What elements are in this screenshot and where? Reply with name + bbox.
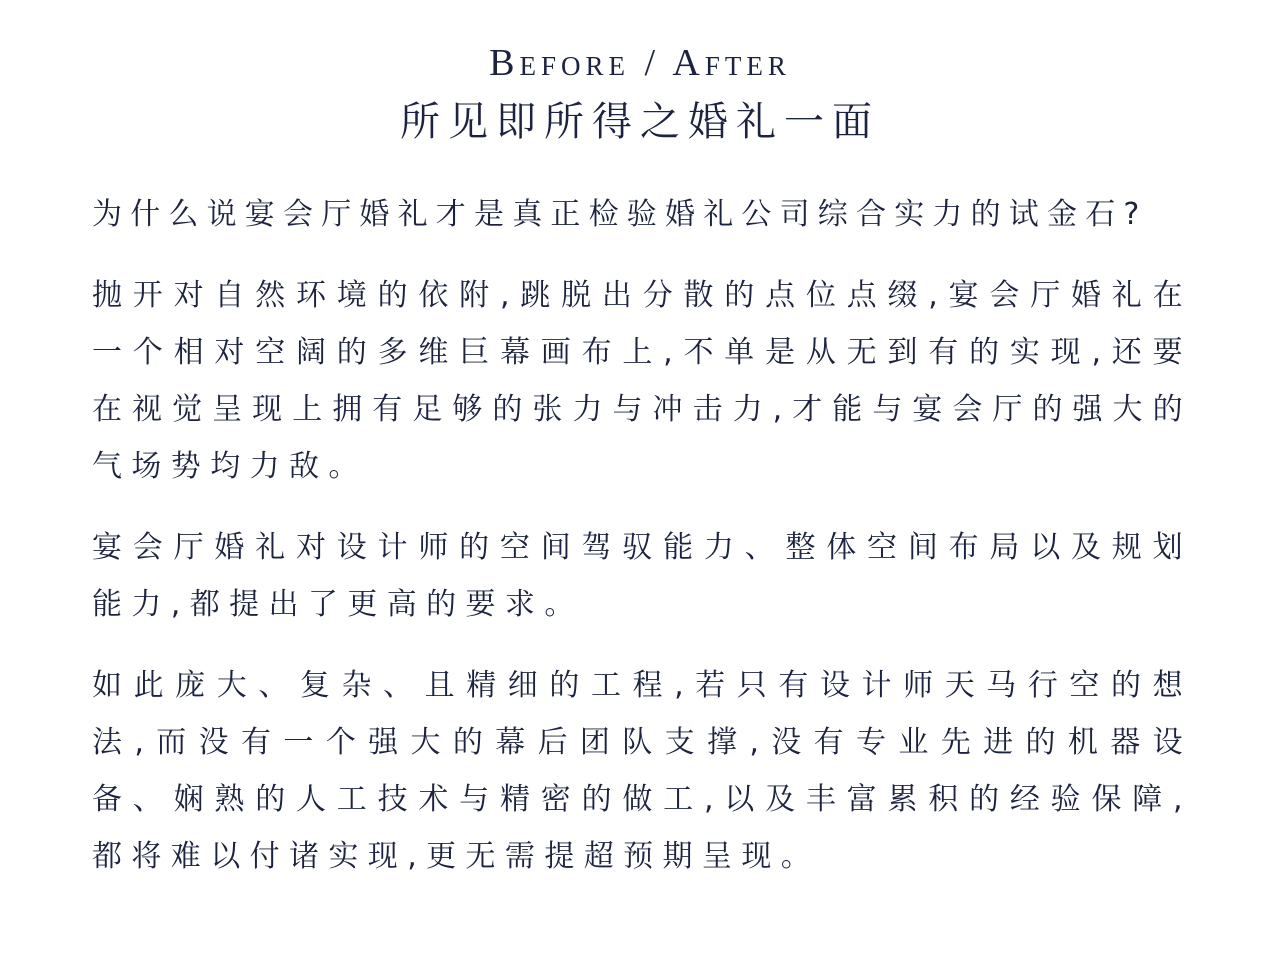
- page-header: [0, 38, 1280, 152]
- paragraph-3: 如此庞大、复杂、且精细的工程,若只有设计师天马行空的想法,而没有一个强大的幕后团队支撑,没有专业先进的机器设备、娴熟的人工技术与精密的做工,以及丰富累积的经验保障,都将难以付诸实现,更无需提超预期呈现。: [92, 668, 1192, 874]
- paragraph-1: 抛开对自然环境的依附,跳脱出分散的点位点缀,宴会厅婚礼在一个相对空阔的多维巨幕画布上,不单是从无到有的实现,还要在视觉呈现上拥有足够的张力与冲击力,才能与宴会厅的强大的气场势均力敌。: [92, 278, 1192, 484]
- page-title: 所见即所得之婚礼一面: [400, 99, 880, 145]
- paragraph-2: 宴会厅婚礼对设计师的空间驾驭能力、整体空间布局以及规划能力,都提出了更高的要求。: [92, 530, 1192, 622]
- article-body: [92, 186, 1192, 885]
- before-after-label: Before / After: [489, 42, 791, 84]
- lead-question: 为什么说宴会厅婚礼才是真正检验婚礼公司综合实力的试金石?: [92, 197, 1148, 232]
